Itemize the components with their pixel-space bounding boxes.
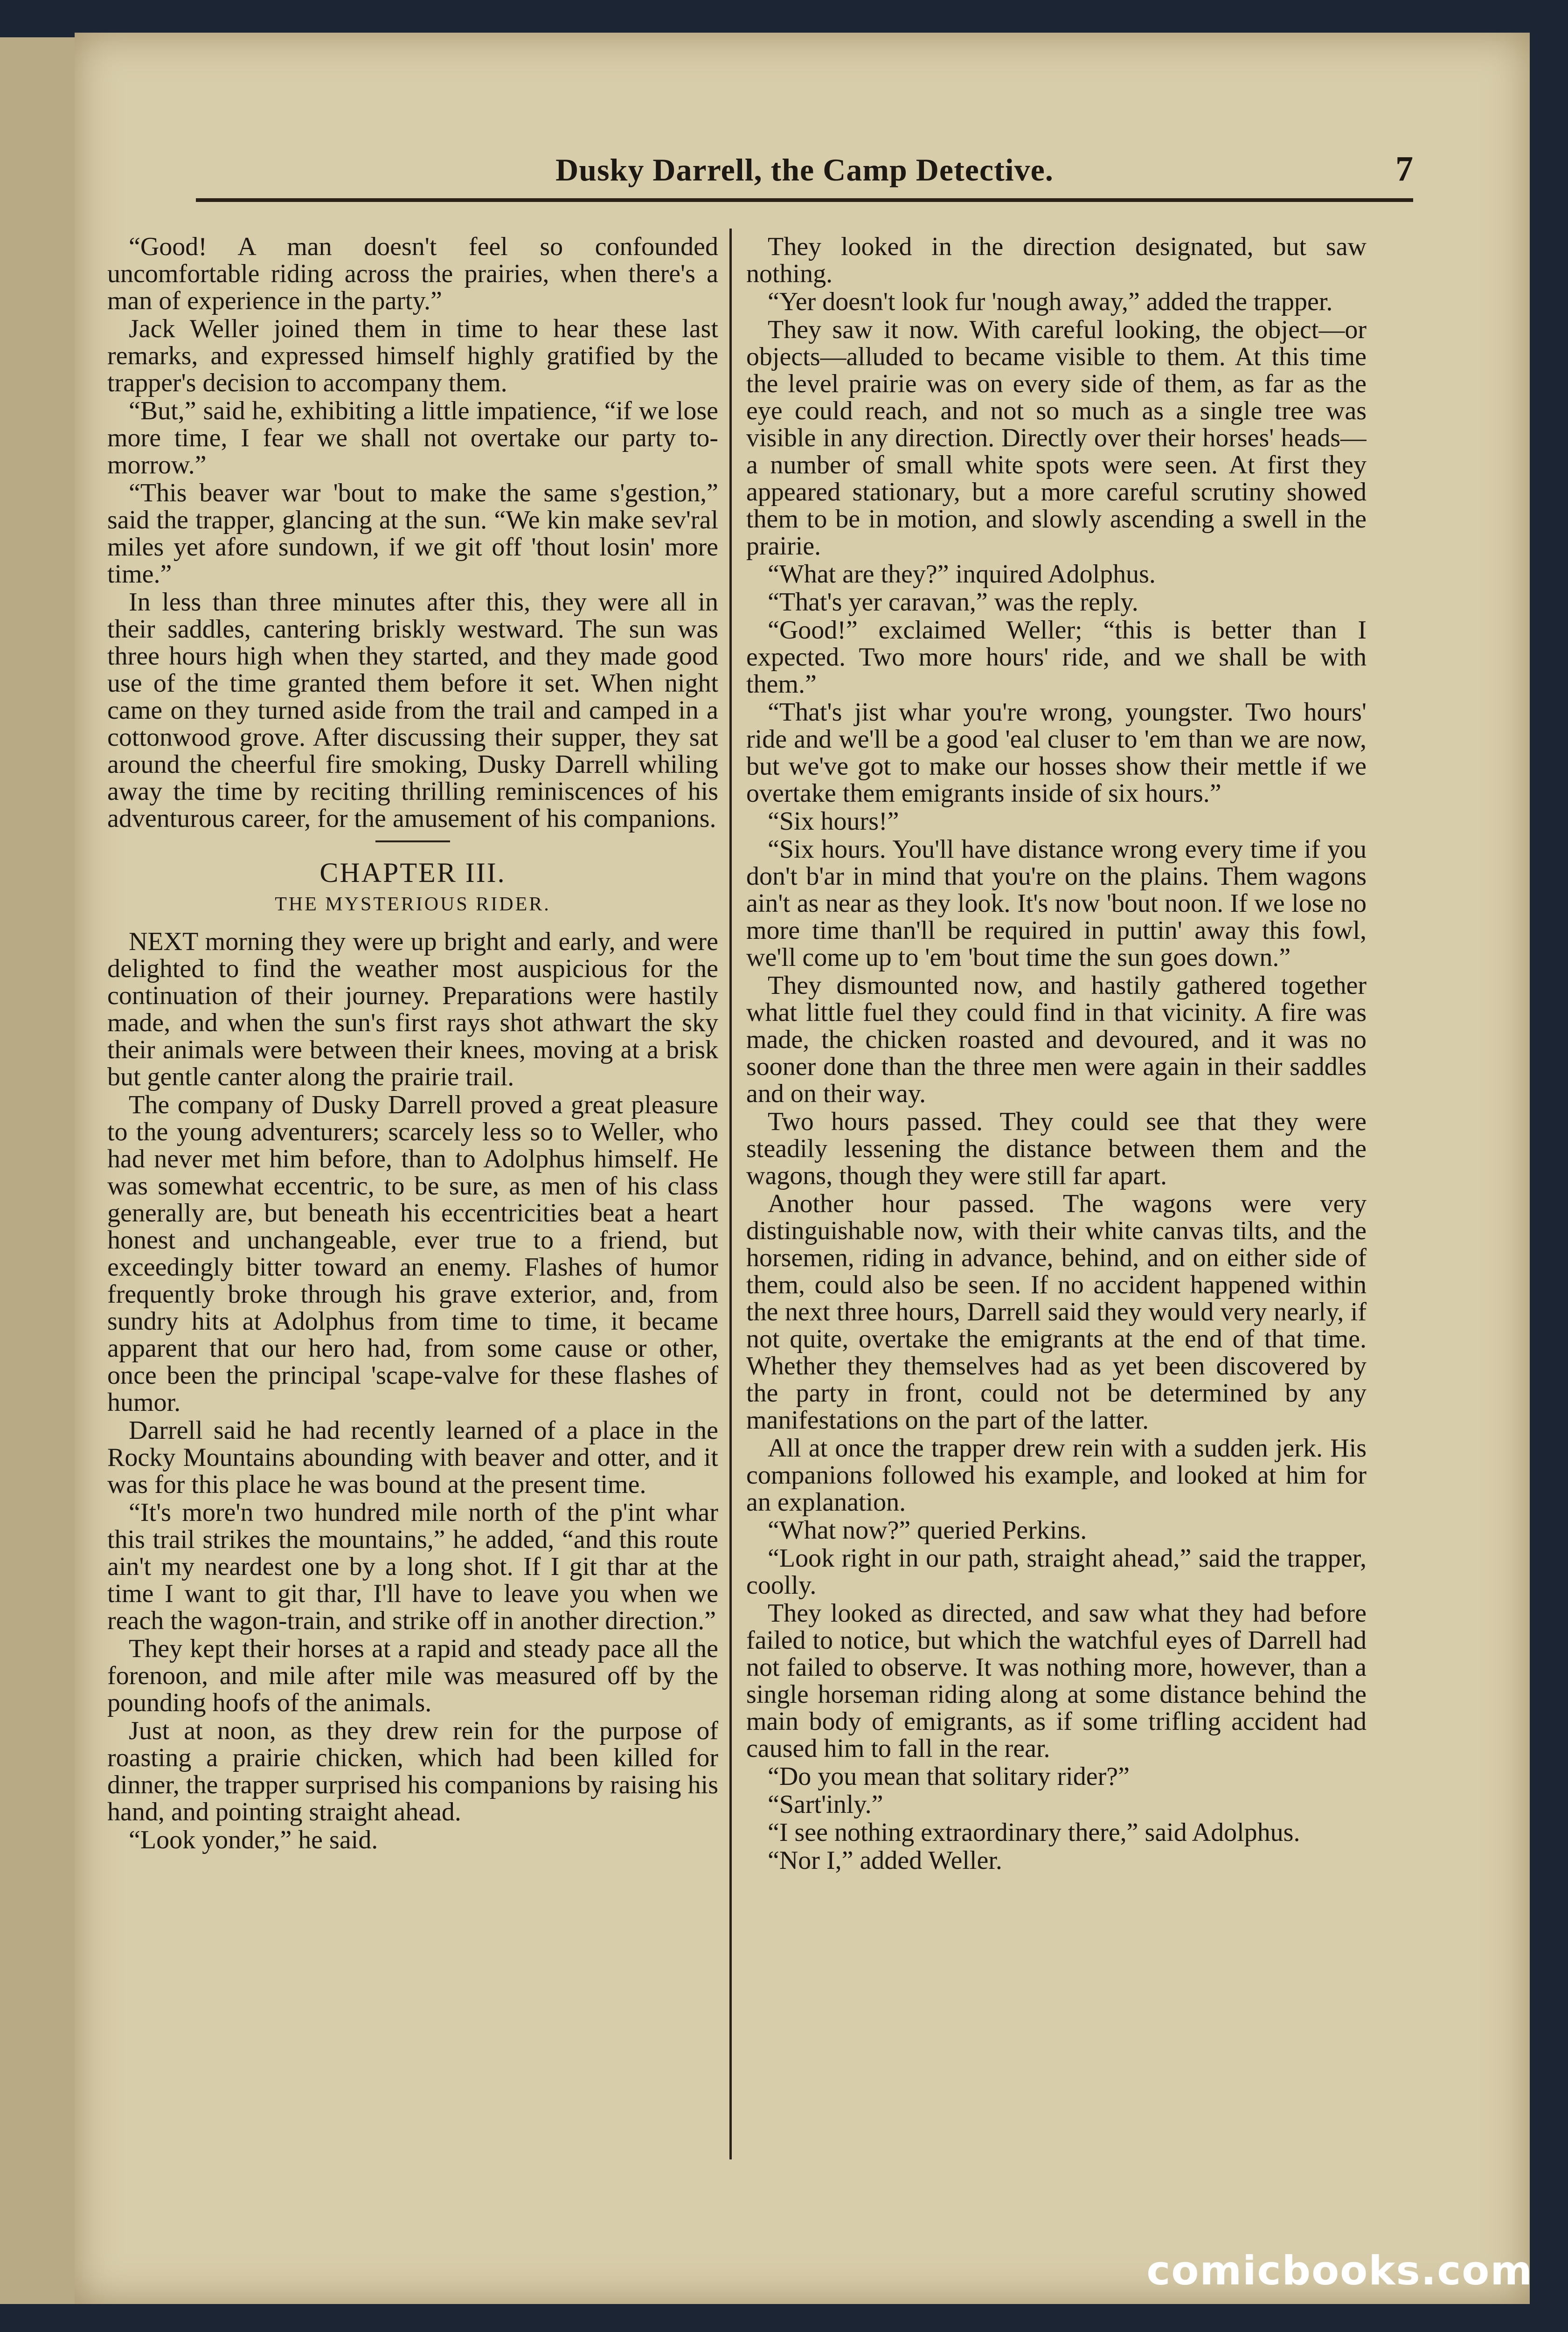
previous-page-edge — [0, 37, 84, 2304]
watermark: comicbooks.com — [1146, 2248, 1533, 2294]
paragraph: “Do you mean that solitary rider?” — [768, 1762, 1130, 1791]
paragraph: The company of Dusky Darrell proved a great pleasure to the young adventurers; scarcely less so to Weller, who had never met him before, than to Adolphus himself. He was somewhat eccentric, to be sure, as men of his class generally are, but beneath his eccentricities beat a heart honest and unchangeable, ever true to a friend, but exceedingly bitter toward an enemy. Flashes of humor frequently broke through his grave exterior, and, from sundry hits at Adolphus from time to time, it became apparent that our hero had, from some cause or other, once been the principal 'scape-valve for these flashes of humor. — [107, 1090, 718, 1417]
left-column — [107, 233, 718, 2155]
paragraph: Another hour passed. The wagons were very distinguishable now, with their white canvas tilts, and the horsemen, riding in advance, behind, and on either side of them, could also be seen. If no accident happened within the next three hours, Darrell said they would very nearly, if not quite, overtake the emigrants at the end of that time. Whether they themselves had as yet been discovered by the party in front, could not be determined by any manifestations on the part of the latter. — [746, 1189, 1367, 1435]
paragraph: All at once the trapper drew rein with a sudden jerk. His companions followed his example, and looked at him for an explanation. — [746, 1434, 1367, 1517]
paragraph: They kept their horses at a rapid and steady pace all the forenoon, and mile after mile was measured off by the pounding hoofs of the animals. — [107, 1634, 718, 1717]
chapter-subtitle: THE MYSTERIOUS RIDER. — [275, 894, 551, 915]
paragraph: “Six hours. You'll have distance wrong every time if you don't b'ar in mind that you're on the plains. Them wagons ain't as near as they look. It's now 'bout noon. If we lose no more time than'll be required in puttin' away this fowl, we'll come up to 'em 'bout time the sun goes down.” — [746, 835, 1367, 972]
paragraph: “Look right in our path, straight ahead,” said the trapper, coolly. — [746, 1544, 1367, 1600]
page-number: 7 — [1395, 149, 1413, 188]
paragraph: “What are they?” inquired Adolphus. — [768, 560, 1156, 589]
paragraph: In less than three minutes after this, they were all in their saddles, cantering briskly westward. The sun was three hours high when they started, and they made good use of the time granted them before it set. When night came on they turned aside from the trail and camped in a cottonwood grove. After discussing their supper, they sat around the cheerful fire smoking, Dusky Darrell whiling away the time by reciting thrilling reminiscences of his adventurous career, for the amusement of his companions. — [107, 588, 718, 833]
paragraph: Just at noon, as they drew rein for the purpose of roasting a prairie chicken, which had been killed for dinner, the trapper surprised his companions by raising his hand, and pointing straight ahead. — [107, 1716, 718, 1826]
magazine-page — [75, 33, 1530, 2304]
paragraph: Darrell said he had recently learned of a place in the Rocky Mountains abounding with beaver and otter, and it was for this place he was bound at the present time. — [107, 1416, 718, 1499]
paragraph: “Look yonder,” he said. — [129, 1825, 378, 1854]
paragraph: “What now?” queried Perkins. — [768, 1516, 1087, 1545]
paragraph: Two hours passed. They could see that they were steadily lessening the distance between them and the wagons, though they were still far apart. — [746, 1107, 1367, 1190]
running-title: Dusky Darrell, the Camp Detective. — [555, 152, 1054, 187]
paragraph: Jack Weller joined them in time to hear these last remarks, and expressed himself highly gratified by the trapper's decision to accompany them. — [107, 314, 718, 397]
paragraph: “Sart'inly.” — [768, 1790, 883, 1819]
paragraph: They saw it now. With careful looking, the object—or objects—alluded to became visible to them. At this time the level prairie was on every side of them, as far as the eye could reach, and not so much as a single tree was visible in any direction. Directly over their horses' heads—a number of small white spots were seen. At first they appeared stationary, but a more careful scrutiny showed them to be in motion, and slowly ascending a swell in the prairie. — [746, 315, 1367, 561]
paragraph: “Good!” exclaimed Weller; “this is better than I expected. Two more hours' ride, and we shall be with them.” — [746, 616, 1367, 699]
paragraph: “Yer doesn't look fur 'nough away,” added the trapper. — [768, 287, 1333, 316]
right-column — [746, 233, 1367, 2155]
paragraph: “Nor I,” added Weller. — [768, 1846, 1002, 1875]
paragraph: “It's more'n two hundred mile north of the p'int whar this trail strikes the mountains,” he added, “and this route ain't my neardest one by a long shot. If I git thar at the time I want to git thar, I'll have to leave you when we reach the wagon-train, and strike off in another direction.” — [107, 1498, 718, 1635]
paragraph: They looked in the direction designated, but saw nothing. — [746, 233, 1367, 288]
column-divider — [729, 229, 732, 2159]
paragraph: They looked as directed, and saw what they had before failed to notice, but which the watchful eyes of Darrell had not failed to observe. It was nothing more, however, than a single horseman riding along at some distance behind the main body of emigrants, as if some trifling accident had caused him to fall in the rear. — [746, 1599, 1367, 1763]
paragraph: “This beaver war 'bout to make the same s'gestion,” said the trapper, glancing at the sun. “We kin make sev'ral miles yet afore sundown, if we git off 'thout losin' more time.” — [107, 479, 718, 589]
paragraph: NEXT morning they were up bright and early, and were delighted to find the weather most auspicious for the continuation of their journey. Preparations were hastily made, and when the sun's first rays shot athwart the sky their animals were between their knees, moving at a brisk but gentle canter along the prairie trail. — [107, 927, 718, 1091]
paragraph: “That's yer caravan,” was the reply. — [768, 588, 1138, 617]
paragraph: “I see nothing extraordinary there,” said Adolphus. — [768, 1818, 1300, 1847]
paragraph: “But,” said he, exhibiting a little impatience, “if we lose more time, I fear we shall not overtake our party to-morrow.” — [107, 396, 718, 479]
section-rule — [375, 840, 450, 842]
paragraph: They dismounted now, and hastily gathered together what little fuel they could find in that vicinity. A fire was made, the chicken roasted and devoured, and it was no sooner done than the three men were again in their saddles and on their way. — [746, 971, 1367, 1108]
chapter-title: CHAPTER III. — [319, 857, 506, 888]
paragraph: “Good! A man doesn't feel so confounded uncomfortable riding across the prairies, when there's a man of experience in the party.” — [107, 233, 718, 315]
paragraph: “That's jist whar you're wrong, youngster. Two hours' ride and we'll be a good 'eal cluser to 'em than we are now, but we've got to make our hosses show their mettle if we overtake them emigrants inside of six hours.” — [746, 698, 1367, 808]
paragraph: “Six hours!” — [768, 807, 899, 836]
page-header — [196, 128, 1413, 202]
